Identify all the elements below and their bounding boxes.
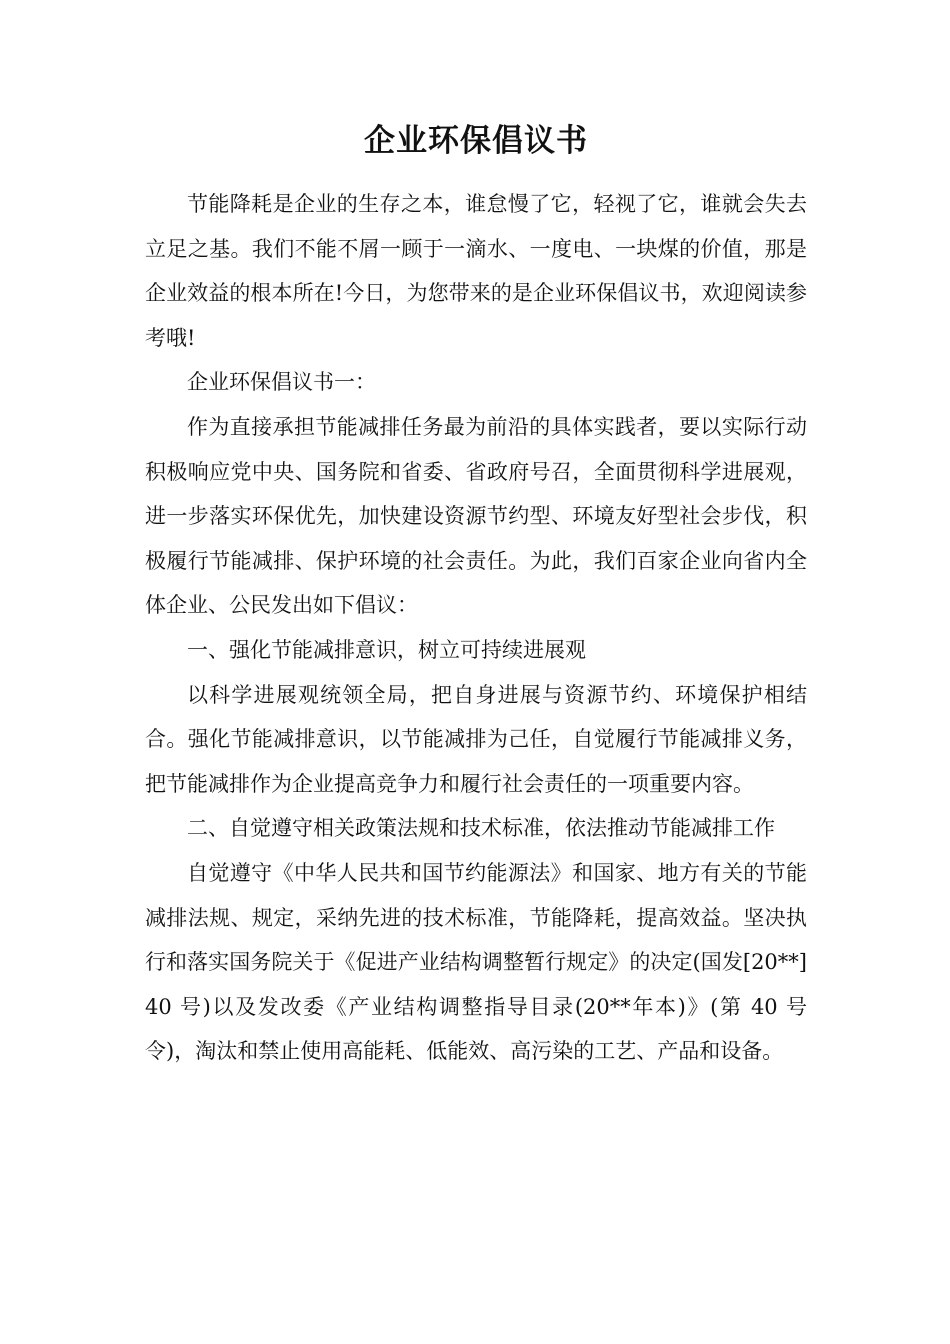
body-paragraph: 以科学进展观统领全局，把自身进展与资源节约、环境保护相结合。强化节能减排意识，以节能减排为己任，自觉履行节能减排义务，把节能减排作为企业提高竞争力和履行社会责任的一项重要内容。 xyxy=(145,682,807,796)
body-paragraph: 作为直接承担节能减排任务最为前沿的具体实践者，要以实际行动积极响应党中央、国务院和省委、省政府号召，全面贯彻科学进展观，进一步落实环保优先，加快建设资源节约型、环境友好型社会步伐，积极履行节能减排、保护环境的社会责任。为此，我们百家企业向省内全体企业、公民发出如下倡议： xyxy=(145,414,807,618)
section-heading-one: 企业环保倡议书一： xyxy=(187,370,376,395)
body-paragraph: 自觉遵守《中华人民共和国节约能源法》和国家、地方有关的节能减排法规、规定，采纳先进的技术标准，节能降耗，提高效益。坚决执行和落实国务院关于《促进产业结构调整暂行规定》的决定(国发[20**]40 号)以及发改委《产业结构调整指导目录(20**年本)》(第 40 号令)，淘汰和禁止使用高能耗、低能效、高污染的工艺、产品和设备。 xyxy=(145,860,807,1064)
intro-paragraph: 节能降耗是企业的生存之本，谁怠慢了它，轻视了它，谁就会失去立足之基。我们不能不屑一顾于一滴水、一度电、一块煤的价值，那是企业效益的根本所在!今日，为您带来的是企业环保倡议书，欢迎阅读参考哦! xyxy=(145,192,807,350)
point-heading-two: 二、自觉遵守相关政策法规和技术标准，依法推动节能减排工作 xyxy=(187,816,775,841)
document-page xyxy=(145,118,807,1074)
point-heading-one: 一、强化节能减排意识，树立可持续进展观 xyxy=(187,637,586,662)
document-title: 企业环保倡议书 xyxy=(364,123,588,159)
